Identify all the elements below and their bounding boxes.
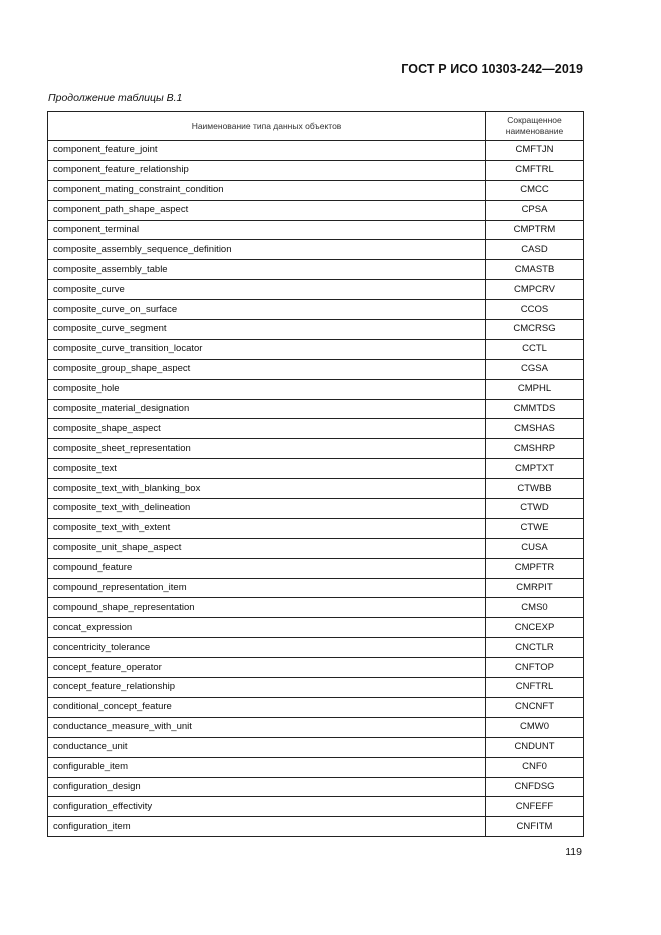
table-row — [48, 220, 584, 240]
entity-name-cell: composite_sheet_representation — [48, 439, 486, 459]
entity-name-cell: configurable_item — [48, 757, 486, 777]
table-caption: Продолжение таблицы В.1 — [48, 92, 183, 104]
entity-name-cell: composite_assembly_table — [48, 260, 486, 280]
column-header-abbreviation-line2: наименование — [505, 126, 564, 136]
abbreviation-cell: CMASTB — [486, 260, 584, 280]
abbreviation-cell: CNFDSG — [486, 777, 584, 797]
table-row — [48, 499, 584, 519]
table-row — [48, 578, 584, 598]
abbreviation-cell: CMFTJN — [486, 141, 584, 161]
entity-name-cell: component_mating_constraint_condition — [48, 180, 486, 200]
abbreviation-cell: CNCNFT — [486, 697, 584, 717]
entity-name-cell: compound_shape_representation — [48, 598, 486, 618]
table-row — [48, 240, 584, 260]
abbreviation-cell: CMSHRP — [486, 439, 584, 459]
entity-name-cell: conditional_concept_feature — [48, 697, 486, 717]
abbreviation-cell: CTWD — [486, 499, 584, 519]
entity-name-cell: composite_curve — [48, 280, 486, 300]
table-row — [48, 359, 584, 379]
abbreviation-cell: CNDUNT — [486, 737, 584, 757]
abbreviation-cell: CMPTRM — [486, 220, 584, 240]
abbreviation-cell: CMPHL — [486, 379, 584, 399]
table-header-row — [48, 112, 584, 141]
entity-name-cell: composite_shape_aspect — [48, 419, 486, 439]
entity-name-cell: concept_feature_operator — [48, 658, 486, 678]
table-row — [48, 638, 584, 658]
entity-name-cell: component_path_shape_aspect — [48, 200, 486, 220]
table-row — [48, 558, 584, 578]
table-row — [48, 678, 584, 698]
entity-name-cell: composite_text_with_blanking_box — [48, 479, 486, 499]
entity-name-cell: configuration_effectivity — [48, 797, 486, 817]
abbreviation-cell: CMSHAS — [486, 419, 584, 439]
abbreviation-cell: CMCRSG — [486, 320, 584, 340]
abbreviation-cell: CNFITM — [486, 817, 584, 837]
table-row — [48, 160, 584, 180]
column-header-abbreviation — [486, 112, 584, 141]
entity-abbreviation-table — [47, 111, 584, 837]
table-row — [48, 817, 584, 837]
entity-name-cell: composite_assembly_sequence_definition — [48, 240, 486, 260]
table-row — [48, 717, 584, 737]
entity-name-cell: conductance_measure_with_unit — [48, 717, 486, 737]
abbreviation-cell: CPSA — [486, 200, 584, 220]
table-row — [48, 260, 584, 280]
table-row — [48, 518, 584, 538]
page-number: 119 — [565, 846, 582, 858]
abbreviation-cell: CMRPIT — [486, 578, 584, 598]
abbreviation-cell: CCTL — [486, 339, 584, 359]
entity-name-cell: composite_curve_on_surface — [48, 300, 486, 320]
entity-name-cell: concat_expression — [48, 618, 486, 638]
entity-name-cell: composite_text_with_extent — [48, 518, 486, 538]
abbreviation-cell: CMFTRL — [486, 160, 584, 180]
entity-name-cell: composite_hole — [48, 379, 486, 399]
table-row — [48, 339, 584, 359]
table-row — [48, 320, 584, 340]
table-row — [48, 777, 584, 797]
entity-name-cell: composite_text_with_delineation — [48, 499, 486, 519]
table-row — [48, 280, 584, 300]
abbreviation-cell: CMPFTR — [486, 558, 584, 578]
abbreviation-cell: CTWBB — [486, 479, 584, 499]
table-row — [48, 141, 584, 161]
document-standard-header: ГОСТ Р ИСО 10303-242—2019 — [401, 62, 583, 76]
abbreviation-cell: CGSA — [486, 359, 584, 379]
entity-name-cell: concept_feature_relationship — [48, 678, 486, 698]
entity-name-cell: component_feature_joint — [48, 141, 486, 161]
entity-name-cell: composite_group_shape_aspect — [48, 359, 486, 379]
table-row — [48, 439, 584, 459]
entity-name-cell: component_terminal — [48, 220, 486, 240]
table-row — [48, 658, 584, 678]
abbreviation-cell: CUSA — [486, 538, 584, 558]
entity-name-cell: conductance_unit — [48, 737, 486, 757]
abbreviation-cell: CNFEFF — [486, 797, 584, 817]
abbreviation-cell: CNF0 — [486, 757, 584, 777]
table-row — [48, 379, 584, 399]
abbreviation-cell: CNCEXP — [486, 618, 584, 638]
entity-name-cell: composite_material_designation — [48, 399, 486, 419]
abbreviation-cell: CMS0 — [486, 598, 584, 618]
entity-name-cell: composite_curve_transition_locator — [48, 339, 486, 359]
abbreviation-cell: CCOS — [486, 300, 584, 320]
abbreviation-cell: CNCTLR — [486, 638, 584, 658]
table-row — [48, 618, 584, 638]
table-row — [48, 737, 584, 757]
table-row — [48, 459, 584, 479]
entity-name-cell: compound_feature — [48, 558, 486, 578]
column-header-entity-name: Наименование типа данных объектов — [48, 112, 486, 141]
table-row — [48, 200, 584, 220]
abbreviation-cell: CNFTOP — [486, 658, 584, 678]
entity-name-cell: composite_unit_shape_aspect — [48, 538, 486, 558]
entity-name-cell: composite_text — [48, 459, 486, 479]
table-row — [48, 697, 584, 717]
abbreviation-cell: CTWE — [486, 518, 584, 538]
column-header-abbreviation-line1: Сокращенное — [507, 115, 562, 125]
table-row — [48, 598, 584, 618]
abbreviation-cell: CMMTDS — [486, 399, 584, 419]
abbreviation-cell: CNFTRL — [486, 678, 584, 698]
table-row — [48, 300, 584, 320]
entity-name-cell: compound_representation_item — [48, 578, 486, 598]
entity-name-cell: configuration_design — [48, 777, 486, 797]
table-row — [48, 419, 584, 439]
table-row — [48, 797, 584, 817]
entity-name-cell: component_feature_relationship — [48, 160, 486, 180]
entity-name-cell: concentricity_tolerance — [48, 638, 486, 658]
table-row — [48, 399, 584, 419]
abbreviation-cell: CASD — [486, 240, 584, 260]
abbreviation-cell: CMPCRV — [486, 280, 584, 300]
abbreviation-cell: CMPTXT — [486, 459, 584, 479]
abbreviation-cell: CMW0 — [486, 717, 584, 737]
table-row — [48, 180, 584, 200]
table-row — [48, 479, 584, 499]
entity-name-cell: composite_curve_segment — [48, 320, 486, 340]
table-row — [48, 538, 584, 558]
table-row — [48, 757, 584, 777]
entity-name-cell: configuration_item — [48, 817, 486, 837]
table-body — [48, 141, 584, 837]
abbreviation-cell: CMCC — [486, 180, 584, 200]
